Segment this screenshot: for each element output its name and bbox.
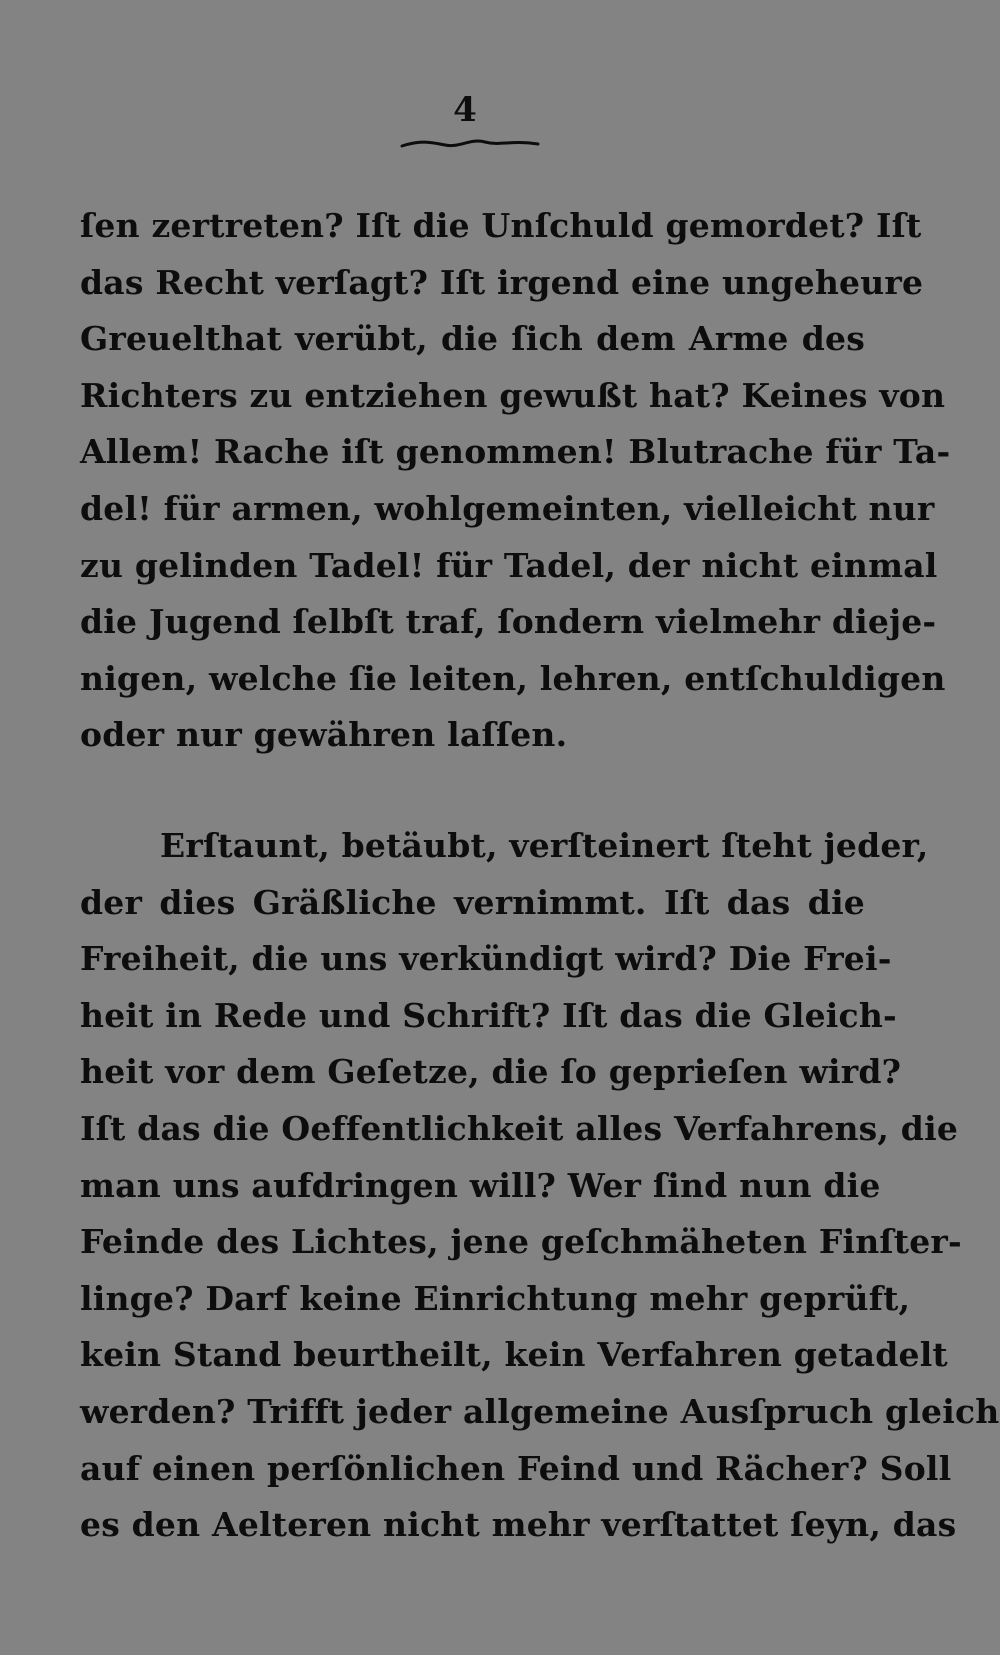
text-line: Allem! Rache iſt genommen! Blutrache für Ta- [80, 432, 951, 472]
text-line: Iſt das die Oeffentlichkeit alles Verfahrens, die [80, 1108, 959, 1148]
text-line: auf einen perſönlichen Feind und Rächer? Soll [80, 1448, 952, 1488]
paragraph-2 [80, 818, 1000, 1554]
text-line: Greuelthat verübt, die ſich dem Arme des [80, 319, 865, 359]
text-line: werden? Trifft jeder allgemeine Ausſpruch gleich [80, 1391, 1000, 1431]
text-line: ſen zertreten? Iſt die Unſchuld gemordet? Iſt [80, 206, 922, 245]
text-line: Erſtaunt, betäubt, verſteinert ſteht jeder, [160, 826, 929, 865]
page-number: 4 [453, 90, 477, 130]
text-line: die Jugend ſelbſt traf, ſondern vielmehr dieje- [80, 602, 937, 642]
text-line: das Recht verſagt? Iſt irgend eine ungeheure [80, 262, 924, 302]
text-line: Richters zu entziehen gewußt hat? Keines von [80, 375, 946, 415]
text-line: man uns aufdringen will? Wer ſind nun die [80, 1165, 881, 1205]
text-line: heit vor dem Geſetze, die ſo geprieſen wird? [80, 1052, 902, 1092]
paragraph-1 [80, 198, 951, 764]
text-line: Freiheit, die uns verkündigt wird? Die Frei- [80, 939, 892, 979]
text-line: zu gelinden Tadel! für Tadel, der nicht einmal [80, 545, 938, 585]
text-line: del! für armen, wohlgemeinten, vielleicht nur [80, 488, 935, 528]
text-line: der dies Gräßliche vernimmt. Iſt das die [80, 882, 865, 922]
text-line: heit in Rede und Schrift? Iſt das die Gleich- [80, 995, 897, 1035]
text-line: es den Aelteren nicht mehr verſtattet ſeyn, das [80, 1505, 957, 1545]
text-line: nigen, welche ſie leiten, lehren, entſchuldigen [80, 658, 946, 698]
text-line: Feinde des Lichtes, jene geſchmäheten Finſter- [80, 1222, 962, 1262]
text-line: oder nur gewähren laſſen. [80, 715, 568, 755]
text-line: kein Stand beurtheilt, kein Verfahren getadelt [80, 1335, 948, 1375]
text-line: linge? Darf keine Einrichtung mehr geprüft, [80, 1278, 911, 1318]
ornament-swash [400, 130, 540, 158]
